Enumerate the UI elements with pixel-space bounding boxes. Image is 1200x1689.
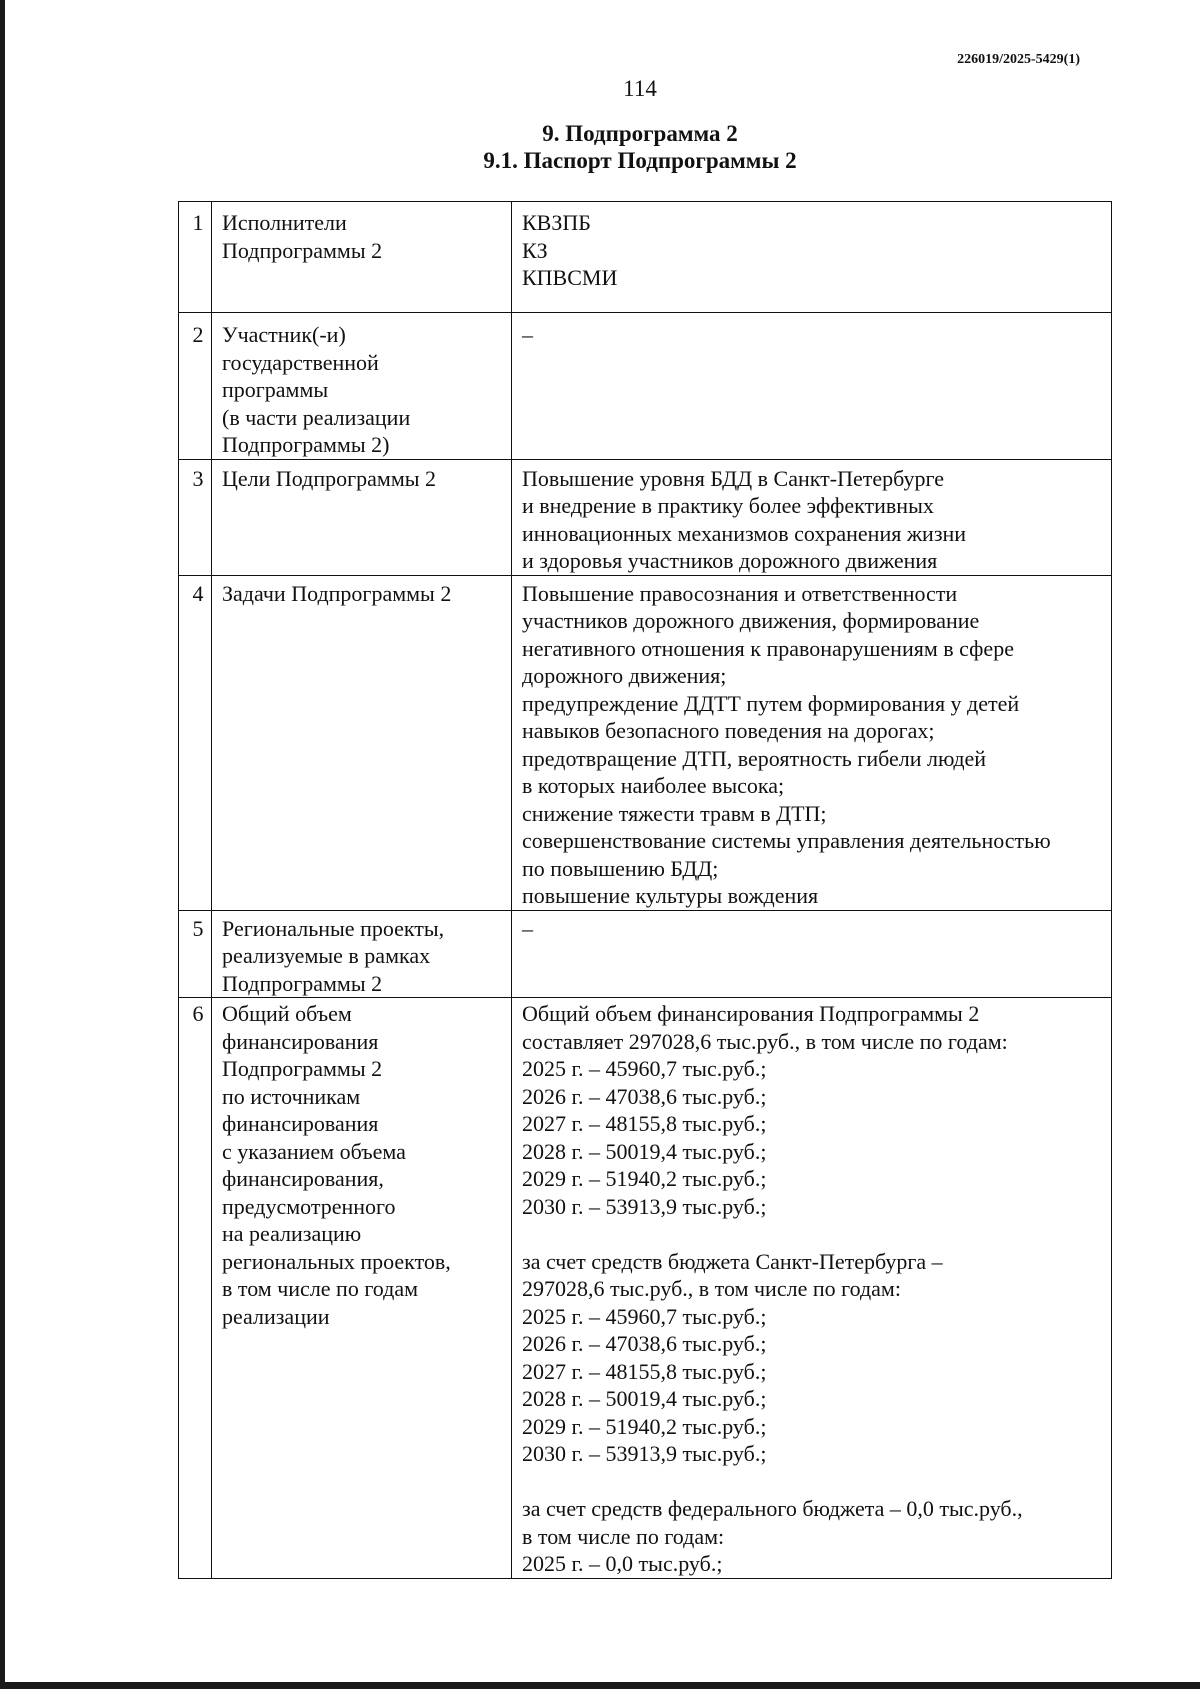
label-line: на реализацию bbox=[222, 1221, 362, 1246]
value-line: КЗ bbox=[522, 237, 548, 263]
row-number-text: 3 bbox=[192, 465, 204, 491]
label-line: реализации bbox=[222, 1303, 330, 1329]
scan-border-bottom bbox=[0, 1682, 1200, 1689]
value-line: 2025 г. – 45960,7 тыс.руб.; bbox=[522, 1303, 767, 1329]
row-number bbox=[179, 910, 212, 998]
value-line: 2026 г. – 47038,6 тыс.руб.; bbox=[522, 1083, 767, 1109]
value-line: по повышению БДД; bbox=[522, 855, 719, 881]
value-line: 2027 г. – 48155,8 тыс.руб.; bbox=[522, 1111, 767, 1136]
row-value bbox=[512, 575, 1112, 910]
value-line: 2028 г. – 50019,4 тыс.руб.; bbox=[522, 1386, 767, 1411]
passport-table bbox=[178, 201, 1112, 1579]
value-line: дорожного движения; bbox=[522, 663, 727, 688]
value-line: 2029 г. – 51940,2 тыс.руб.; bbox=[522, 1413, 767, 1439]
value-line: и внедрение в практику более эффективных bbox=[522, 493, 934, 518]
label-line: программы bbox=[222, 377, 329, 402]
scan-border-left bbox=[0, 0, 5, 1689]
label-line: (в части реализации bbox=[222, 404, 411, 430]
page-number: 114 bbox=[623, 76, 657, 101]
value-line: Общий объем финансирования Подпрограммы 2 bbox=[522, 1001, 980, 1026]
label-line: по источникам bbox=[222, 1083, 361, 1109]
blank-line bbox=[522, 1220, 1107, 1248]
value-line: – bbox=[522, 915, 533, 941]
label-line: Цели Подпрограммы 2 bbox=[222, 465, 437, 491]
label-line: Участник(-и) bbox=[222, 322, 346, 347]
label-line: финансирования bbox=[222, 1028, 379, 1054]
row-label bbox=[212, 575, 512, 910]
label-line: Задачи Подпрограммы 2 bbox=[222, 580, 452, 606]
label-line: в том числе по годам bbox=[222, 1276, 419, 1301]
label-line: Региональные проекты, bbox=[222, 915, 445, 941]
value-line: негативного отношения к правонарушениям в сфере bbox=[522, 635, 1014, 661]
row-label bbox=[212, 459, 512, 575]
label-line: с указанием объема bbox=[222, 1138, 406, 1164]
document-id: 226019/2025-5429(1) bbox=[957, 52, 1080, 67]
value-line: Повышение правосознания и ответственности bbox=[522, 580, 958, 606]
row-value bbox=[512, 910, 1112, 998]
row-label bbox=[212, 313, 512, 460]
value-line: в том числе по годам: bbox=[522, 1523, 725, 1549]
table-row bbox=[179, 313, 1112, 460]
row-number bbox=[179, 313, 212, 460]
label-line: реализуемые в рамках bbox=[222, 943, 431, 968]
table-row bbox=[179, 910, 1112, 998]
value-line: КВЗПБ bbox=[522, 210, 591, 235]
value-line: 2030 г. – 53913,9 тыс.руб.; bbox=[522, 1441, 767, 1466]
value-line: участников дорожного движения, формирование bbox=[522, 608, 980, 633]
value-line: предупреждение ДДТТ путем формирования у детей bbox=[522, 690, 1020, 716]
row-value bbox=[512, 313, 1112, 460]
value-line: за счет средств бюджета Санкт-Петербурга – bbox=[522, 1248, 943, 1274]
label-line: региональных проектов, bbox=[222, 1248, 451, 1274]
value-line: за счет средств федерального бюджета – 0,0 тыс.руб., bbox=[522, 1496, 1023, 1521]
value-line: – bbox=[522, 322, 533, 347]
section-title: 9. Подпрограмма 2 bbox=[542, 121, 738, 146]
value-line: снижение тяжести травм в ДТП; bbox=[522, 800, 827, 826]
value-line: совершенствование системы управления деятельностью bbox=[522, 828, 1051, 853]
label-line: Исполнители bbox=[222, 210, 347, 235]
label-line: предусмотренного bbox=[222, 1193, 396, 1219]
blank-line bbox=[522, 1468, 1107, 1496]
label-line: Общий объем bbox=[222, 1001, 352, 1026]
value-line: Повышение уровня БДД в Санкт-Петербурге bbox=[522, 465, 944, 491]
value-line: инновационных механизмов сохранения жизни bbox=[522, 520, 967, 546]
row-number bbox=[179, 998, 212, 1579]
value-line: 2026 г. – 47038,6 тыс.руб.; bbox=[522, 1331, 767, 1356]
row-value bbox=[512, 459, 1112, 575]
row-number-text: 6 bbox=[192, 1001, 204, 1026]
label-line: финансирования, bbox=[222, 1166, 384, 1191]
value-line: и здоровья участников дорожного движения bbox=[522, 548, 938, 573]
value-line: 2028 г. – 50019,4 тыс.руб.; bbox=[522, 1138, 767, 1164]
label-line: Подпрограммы 2 bbox=[222, 1056, 383, 1081]
subsection-title: 9.1. Паспорт Подпрограммы 2 bbox=[483, 148, 797, 173]
value-line: составляет 297028,6 тыс.руб., в том числе по годам: bbox=[522, 1028, 1008, 1054]
table-row bbox=[179, 459, 1112, 575]
value-line: 2025 г. – 45960,7 тыс.руб.; bbox=[522, 1056, 767, 1081]
label-line: финансирования bbox=[222, 1111, 379, 1136]
label-line: Подпрограммы 2 bbox=[222, 970, 383, 996]
value-line: 2027 г. – 48155,8 тыс.руб.; bbox=[522, 1358, 767, 1384]
row-number-text: 4 bbox=[192, 580, 204, 606]
label-line: Подпрограммы 2) bbox=[222, 432, 390, 457]
table-row bbox=[179, 998, 1112, 1579]
value-line: КПВСМИ bbox=[522, 265, 618, 290]
row-value bbox=[512, 998, 1112, 1579]
row-label bbox=[212, 202, 512, 313]
label-line: Подпрограммы 2 bbox=[222, 237, 383, 263]
value-line: повышение культуры вождения bbox=[522, 883, 819, 908]
value-line: предотвращение ДТП, вероятность гибели людей bbox=[522, 745, 987, 771]
table-row bbox=[179, 202, 1112, 313]
row-number bbox=[179, 575, 212, 910]
value-line: 2030 г. – 53913,9 тыс.руб.; bbox=[522, 1193, 767, 1219]
row-value bbox=[512, 202, 1112, 313]
label-line: государственной bbox=[222, 349, 379, 375]
value-line: 2029 г. – 51940,2 тыс.руб.; bbox=[522, 1166, 767, 1191]
row-number-text: 1 bbox=[192, 210, 204, 235]
row-label bbox=[212, 998, 512, 1579]
value-line: навыков безопасного поведения на дорогах; bbox=[522, 718, 935, 743]
value-line: 2025 г. – 0,0 тыс.руб.; bbox=[522, 1551, 723, 1576]
row-number-text: 2 bbox=[192, 322, 204, 347]
table-row bbox=[179, 575, 1112, 910]
value-line: в которых наиболее высока; bbox=[522, 773, 785, 798]
row-number bbox=[179, 459, 212, 575]
row-number-text: 5 bbox=[192, 915, 204, 941]
row-label bbox=[212, 910, 512, 998]
row-number bbox=[179, 202, 212, 313]
value-line: 297028,6 тыс.руб., в том числе по годам: bbox=[522, 1276, 901, 1301]
